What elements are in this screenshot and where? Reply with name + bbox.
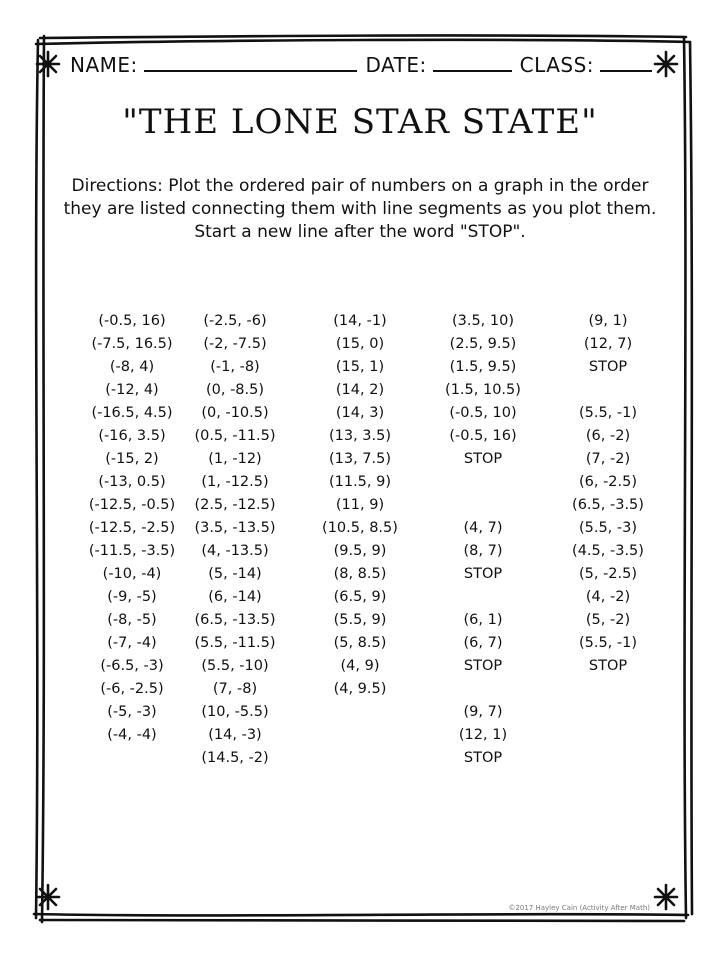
coordinate-pair: (11, 9): [335, 497, 385, 513]
copyright-footer: ©2017 Hayley Cain (Activity After Math): [508, 904, 650, 912]
coordinate-pair: (4, 7): [463, 520, 503, 536]
coordinate-pair: (-16, 3.5): [98, 428, 166, 444]
coordinate-pair: (5.5, -1): [578, 635, 638, 651]
coordinate-pair: (14, -3): [208, 727, 262, 743]
coordinate-pair: (7, -2): [585, 451, 631, 467]
coordinate-pair: [418, 586, 548, 609]
coordinate-pair: (12, 7): [583, 336, 633, 352]
date-blank[interactable]: [433, 52, 512, 72]
coordinate-pair: (3.5, -13.5): [194, 520, 276, 536]
coordinate-pair: (5, 8.5): [333, 635, 387, 651]
coordinate-pair: [418, 471, 548, 494]
coordinate-pair: (4, 9.5): [333, 681, 387, 697]
coordinate-pair: (4.5, -3.5): [572, 543, 644, 559]
coordinate-column-5: [543, 310, 673, 678]
coordinate-pair: (13, 7.5): [328, 451, 392, 467]
coordinate-pair: (5.5, -11.5): [194, 635, 276, 651]
coordinate-pair: (-16.5, 4.5): [91, 405, 173, 421]
directions: [40, 175, 680, 244]
coordinate-pair: (2.5, -12.5): [194, 497, 276, 513]
directions-line: Start a new line after the word "STOP".: [194, 222, 526, 242]
coordinate-pair: (6.5, -3.5): [572, 497, 644, 513]
coordinate-pair: (-4, -4): [107, 727, 157, 743]
coordinate-pair: (11.5, 9): [328, 474, 392, 490]
coordinate-pair: [418, 678, 548, 701]
coordinate-pair: (5.5, -3): [578, 520, 638, 536]
coordinate-pair: (-9, -5): [107, 589, 157, 605]
coordinate-pair: STOP: [463, 451, 503, 467]
directions-line: Directions: Plot the ordered pair of numbers on a graph in the order: [71, 176, 649, 196]
coordinate-pair: (-2, -7.5): [203, 336, 267, 352]
coordinate-pair: (14, 3): [335, 405, 385, 421]
coordinate-column-2: [170, 310, 300, 770]
coordinate-pair: (-2.5, -6): [203, 313, 267, 329]
directions-line: they are listed connecting them with line segments as you plot them.: [63, 199, 657, 219]
page-title: "THE LONE STAR STATE": [122, 102, 598, 142]
coordinate-pair: (13, 3.5): [328, 428, 392, 444]
coordinate-pair: (-7, -4): [107, 635, 157, 651]
coordinate-pair: (-15, 2): [105, 451, 159, 467]
coordinate-pair: (2.5, 9.5): [449, 336, 517, 352]
coordinate-pair: (-0.5, 10): [449, 405, 517, 421]
coordinate-pair: (4, -13.5): [201, 543, 269, 559]
coordinate-pair: (9, 7): [463, 704, 503, 720]
coordinate-pair: (6, -2.5): [578, 474, 638, 490]
coordinate-pair: STOP: [588, 658, 628, 674]
coordinate-pair: (4, 9): [340, 658, 380, 674]
coordinate-pair: (-11.5, -3.5): [88, 543, 176, 559]
coordinate-pair: (5, -14): [208, 566, 262, 582]
coordinate-pair: (-1, -8): [210, 359, 260, 375]
coordinate-pair: (14.5, -2): [201, 750, 269, 766]
coordinate-pair: (1.5, 9.5): [449, 359, 517, 375]
class-blank[interactable]: [600, 52, 652, 72]
coordinate-pair: (9, 1): [588, 313, 628, 329]
coordinate-pair: (15, 1): [335, 359, 385, 375]
coordinate-pair: (0, -10.5): [201, 405, 269, 421]
coordinate-pair: (6, 7): [463, 635, 503, 651]
coordinate-pair: (6.5, 9): [333, 589, 387, 605]
coordinate-pair: (10.5, 8.5): [322, 520, 398, 536]
coordinate-pair: (1.5, 10.5): [445, 382, 521, 398]
coordinate-pair: (5.5, 9): [333, 612, 387, 628]
coordinate-pair: (7, -8): [212, 681, 258, 697]
coordinate-pair: [418, 494, 548, 517]
coordinate-pair: (8, 8.5): [333, 566, 387, 582]
coordinate-pair: (8, 7): [463, 543, 503, 559]
coordinate-pair: [543, 379, 673, 402]
coordinate-pair: (-6, -2.5): [100, 681, 164, 697]
coordinate-pair: (-0.5, 16): [98, 313, 166, 329]
coordinate-pair: (-8, 4): [109, 359, 155, 375]
coordinate-pair: STOP: [463, 658, 503, 674]
coordinate-pair: (15, 0): [335, 336, 385, 352]
coordinate-pair: (-0.5, 16): [449, 428, 517, 444]
coordinate-pair: (14, 2): [335, 382, 385, 398]
name-blank[interactable]: [144, 52, 358, 72]
header-fields: [70, 52, 660, 77]
coordinate-pair: (3.5, 10): [451, 313, 515, 329]
coordinate-pair: (6, -14): [208, 589, 262, 605]
coordinate-column-3: [295, 310, 425, 701]
coordinate-pair: (14, -1): [333, 313, 387, 329]
coordinate-pair: (6, 1): [463, 612, 503, 628]
name-label: NAME:: [70, 53, 138, 77]
coordinate-pair: (-12.5, -0.5): [88, 497, 176, 513]
coordinate-pair: (5, -2): [585, 612, 631, 628]
coordinate-pair: (1, -12.5): [201, 474, 269, 490]
coordinate-pair: (-13, 0.5): [98, 474, 166, 490]
class-label: CLASS:: [519, 53, 595, 77]
coordinate-pair: STOP: [463, 750, 503, 766]
coordinate-pair: (4, -2): [585, 589, 631, 605]
coordinate-column-4: [418, 310, 548, 770]
coordinate-pair: (-7.5, 16.5): [91, 336, 173, 352]
coordinate-pair: (12, 1): [458, 727, 508, 743]
date-label: DATE:: [365, 53, 427, 77]
coordinate-pair: (-6.5, -3): [100, 658, 164, 674]
coordinate-pair: (5.5, -10): [201, 658, 269, 674]
coordinate-pair: STOP: [588, 359, 628, 375]
coordinate-pair: (0.5, -11.5): [194, 428, 276, 444]
coordinate-pair: (10, -5.5): [201, 704, 269, 720]
coordinate-pair: (-5, -3): [107, 704, 157, 720]
coordinate-pair: (1, -12): [208, 451, 262, 467]
coordinate-pair: (-8, -5): [107, 612, 157, 628]
coordinate-pair: (-12, 4): [105, 382, 159, 398]
coordinate-pair: (-10, -4): [102, 566, 162, 582]
coordinate-pair: (-12.5, -2.5): [88, 520, 176, 536]
coordinate-pair: (5, -2.5): [578, 566, 638, 582]
coordinate-pair: STOP: [463, 566, 503, 582]
coordinate-pair: (0, -8.5): [205, 382, 265, 398]
coordinate-pair: (9.5, 9): [333, 543, 387, 559]
coordinate-pair: (6, -2): [585, 428, 631, 444]
coordinate-pair: (5.5, -1): [578, 405, 638, 421]
coordinate-pair: (6.5, -13.5): [194, 612, 276, 628]
